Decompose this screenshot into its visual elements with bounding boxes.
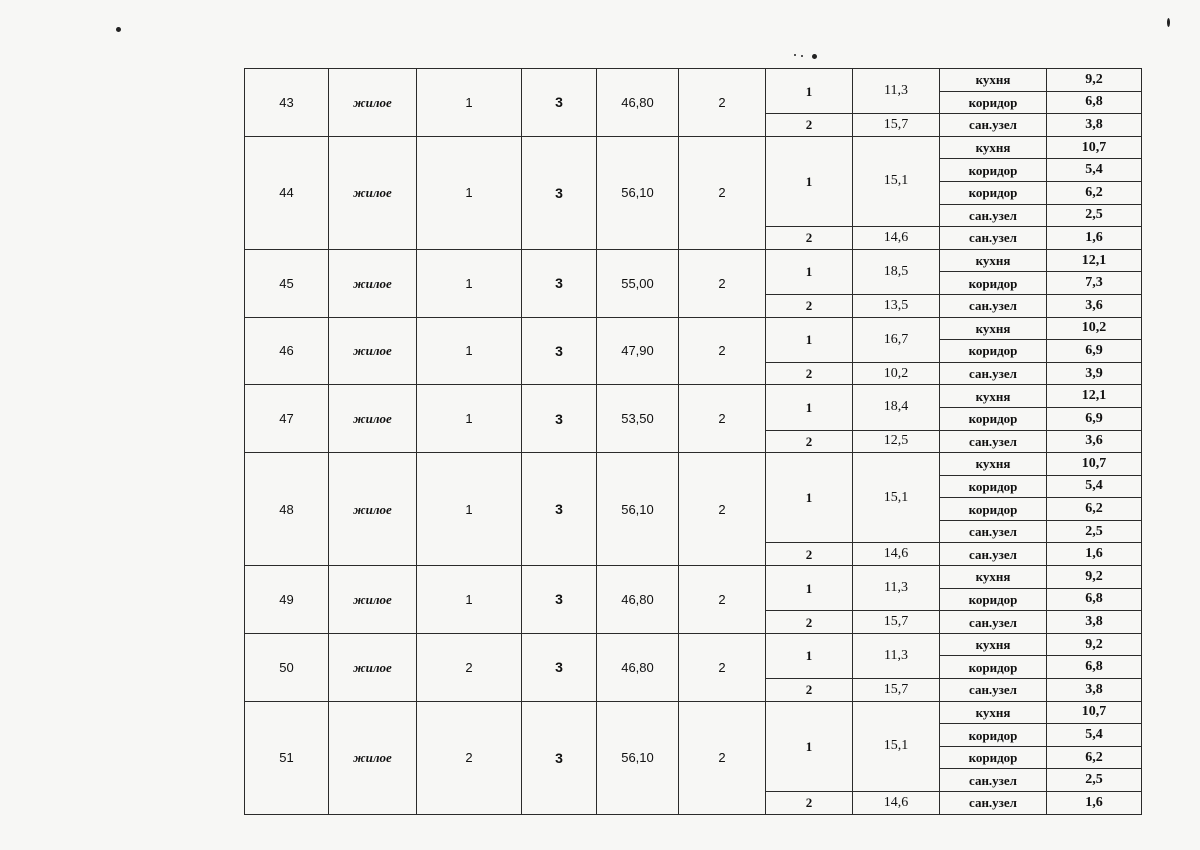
floor-number: 1 — [417, 136, 522, 249]
utility-room-area: 3,6 — [1047, 430, 1142, 453]
apartment-number: 44 — [245, 136, 329, 249]
utility-room-name: сан.узел — [940, 520, 1047, 543]
room-number: 2 — [766, 114, 853, 137]
utility-room-area: 6,8 — [1047, 656, 1142, 679]
utility-room-name: коридор — [940, 588, 1047, 611]
utility-room-area: 6,2 — [1047, 746, 1142, 769]
utility-room-area: 2,5 — [1047, 769, 1142, 792]
section-number: 3 — [522, 633, 597, 701]
apartment-number: 50 — [245, 633, 329, 701]
total-area: 56,10 — [597, 453, 679, 566]
utility-room-name: сан.узел — [940, 611, 1047, 634]
utility-room-name: кухня — [940, 69, 1047, 92]
utility-room-area: 6,9 — [1047, 407, 1142, 430]
apartment-number: 43 — [245, 69, 329, 137]
room-number: 1 — [766, 566, 853, 611]
room-area: 14,6 — [853, 543, 940, 566]
utility-room-name: коридор — [940, 746, 1047, 769]
utility-room-area: 12,1 — [1047, 249, 1142, 272]
utility-room-area: 10,7 — [1047, 453, 1142, 476]
utility-room-area: 3,6 — [1047, 294, 1142, 317]
scan-speck — [116, 27, 121, 32]
utility-room-name: коридор — [940, 656, 1047, 679]
room-number: 1 — [766, 385, 853, 430]
room-area: 14,6 — [853, 792, 940, 815]
utility-room-area: 6,8 — [1047, 91, 1142, 114]
room-number: 1 — [766, 453, 853, 543]
utility-room-area: 2,5 — [1047, 204, 1142, 227]
room-area: 14,6 — [853, 227, 940, 250]
utility-room-area: 9,2 — [1047, 566, 1142, 589]
utility-room-area: 1,6 — [1047, 543, 1142, 566]
premises-type: жилое — [329, 633, 417, 701]
utility-room-name: коридор — [940, 340, 1047, 363]
room-number: 2 — [766, 611, 853, 634]
rooms-count: 2 — [679, 69, 766, 137]
apartment-number: 47 — [245, 385, 329, 453]
total-area: 46,80 — [597, 566, 679, 634]
utility-room-area: 5,4 — [1047, 724, 1142, 747]
utility-room-area: 3,9 — [1047, 362, 1142, 385]
room-number: 1 — [766, 317, 853, 362]
scan-speck — [812, 54, 817, 59]
rooms-count: 2 — [679, 633, 766, 701]
rooms-count: 2 — [679, 701, 766, 814]
floor-number: 2 — [417, 633, 522, 701]
utility-room-name: кухня — [940, 317, 1047, 340]
premises-type: жилое — [329, 385, 417, 453]
utility-room-area: 5,4 — [1047, 475, 1142, 498]
room-area: 15,7 — [853, 611, 940, 634]
floor-number: 1 — [417, 249, 522, 317]
utility-room-area: 7,3 — [1047, 272, 1142, 295]
utility-room-name: кухня — [940, 453, 1047, 476]
section-number: 3 — [522, 453, 597, 566]
room-area: 13,5 — [853, 294, 940, 317]
scan-speck — [801, 55, 803, 57]
utility-room-name: кухня — [940, 701, 1047, 724]
room-number: 2 — [766, 792, 853, 815]
room-number: 1 — [766, 633, 853, 678]
total-area: 56,10 — [597, 136, 679, 249]
utility-room-area: 3,8 — [1047, 611, 1142, 634]
table-row — [245, 69, 1142, 92]
utility-room-area: 3,8 — [1047, 679, 1142, 702]
total-area: 46,80 — [597, 69, 679, 137]
apartment-number: 49 — [245, 566, 329, 634]
premises-type: жилое — [329, 701, 417, 814]
total-area: 53,50 — [597, 385, 679, 453]
utility-room-name: кухня — [940, 136, 1047, 159]
scan-speck — [1167, 18, 1170, 27]
table-row — [245, 633, 1142, 656]
utility-room-name: коридор — [940, 475, 1047, 498]
utility-room-area: 10,2 — [1047, 317, 1142, 340]
utility-room-name: кухня — [940, 633, 1047, 656]
table-row — [245, 317, 1142, 340]
utility-room-area: 3,8 — [1047, 114, 1142, 137]
utility-room-name: сан.узел — [940, 227, 1047, 250]
utility-room-name: сан.узел — [940, 543, 1047, 566]
utility-room-name: кухня — [940, 385, 1047, 408]
section-number: 3 — [522, 69, 597, 137]
utility-room-name: кухня — [940, 249, 1047, 272]
utility-room-name: коридор — [940, 724, 1047, 747]
section-number: 3 — [522, 701, 597, 814]
rooms-count: 2 — [679, 385, 766, 453]
premises-type: жилое — [329, 317, 417, 385]
utility-room-area: 1,6 — [1047, 227, 1142, 250]
utility-room-name: сан.узел — [940, 430, 1047, 453]
utility-room-area: 6,2 — [1047, 181, 1142, 204]
room-number: 1 — [766, 69, 853, 114]
utility-room-name: коридор — [940, 91, 1047, 114]
apartment-number: 46 — [245, 317, 329, 385]
room-area: 15,7 — [853, 114, 940, 137]
room-area: 18,5 — [853, 249, 940, 294]
total-area: 55,00 — [597, 249, 679, 317]
room-area: 15,7 — [853, 679, 940, 702]
apartment-number: 48 — [245, 453, 329, 566]
utility-room-name: сан.узел — [940, 114, 1047, 137]
table-row — [245, 136, 1142, 159]
room-area: 16,7 — [853, 317, 940, 362]
rooms-count: 2 — [679, 249, 766, 317]
section-number: 3 — [522, 566, 597, 634]
utility-room-name: сан.узел — [940, 294, 1047, 317]
total-area: 56,10 — [597, 701, 679, 814]
premises-type: жилое — [329, 566, 417, 634]
section-number: 3 — [522, 385, 597, 453]
room-area: 15,1 — [853, 136, 940, 226]
room-number: 2 — [766, 543, 853, 566]
table-row — [245, 249, 1142, 272]
rooms-count: 2 — [679, 136, 766, 249]
table-row — [245, 701, 1142, 724]
section-number: 3 — [522, 317, 597, 385]
section-number: 3 — [522, 249, 597, 317]
apartment-number: 45 — [245, 249, 329, 317]
utility-room-name: коридор — [940, 498, 1047, 521]
apartment-number: 51 — [245, 701, 329, 814]
room-area: 18,4 — [853, 385, 940, 430]
room-area: 11,3 — [853, 69, 940, 114]
premises-type: жилое — [329, 453, 417, 566]
apartment-table — [244, 68, 1142, 815]
section-number: 3 — [522, 136, 597, 249]
utility-room-name: сан.узел — [940, 679, 1047, 702]
utility-room-area: 10,7 — [1047, 701, 1142, 724]
utility-room-area: 6,8 — [1047, 588, 1142, 611]
floor-number: 1 — [417, 317, 522, 385]
table-row — [245, 566, 1142, 589]
utility-room-area: 10,7 — [1047, 136, 1142, 159]
premises-type: жилое — [329, 69, 417, 137]
rooms-count: 2 — [679, 453, 766, 566]
table-row — [245, 453, 1142, 476]
room-number: 1 — [766, 249, 853, 294]
room-area: 15,1 — [853, 701, 940, 791]
utility-room-area: 5,4 — [1047, 159, 1142, 182]
room-number: 2 — [766, 362, 853, 385]
utility-room-name: сан.узел — [940, 792, 1047, 815]
total-area: 47,90 — [597, 317, 679, 385]
utility-room-name: коридор — [940, 159, 1047, 182]
utility-room-area: 12,1 — [1047, 385, 1142, 408]
room-number: 2 — [766, 679, 853, 702]
room-area: 15,1 — [853, 453, 940, 543]
utility-room-name: коридор — [940, 407, 1047, 430]
floor-number: 2 — [417, 701, 522, 814]
utility-room-area: 6,9 — [1047, 340, 1142, 363]
utility-room-name: коридор — [940, 272, 1047, 295]
room-area: 11,3 — [853, 566, 940, 611]
room-area: 11,3 — [853, 633, 940, 678]
room-number: 1 — [766, 701, 853, 791]
utility-room-name: кухня — [940, 566, 1047, 589]
room-number: 2 — [766, 294, 853, 317]
table-row — [245, 385, 1142, 408]
utility-room-name: сан.узел — [940, 769, 1047, 792]
floor-number: 1 — [417, 566, 522, 634]
floor-number: 1 — [417, 453, 522, 566]
utility-room-area: 2,5 — [1047, 520, 1142, 543]
utility-room-area: 1,6 — [1047, 792, 1142, 815]
room-number: 2 — [766, 227, 853, 250]
total-area: 46,80 — [597, 633, 679, 701]
utility-room-area: 6,2 — [1047, 498, 1142, 521]
floor-number: 1 — [417, 69, 522, 137]
room-number: 2 — [766, 430, 853, 453]
utility-room-area: 9,2 — [1047, 633, 1142, 656]
room-number: 1 — [766, 136, 853, 226]
utility-room-area: 9,2 — [1047, 69, 1142, 92]
floor-number: 1 — [417, 385, 522, 453]
utility-room-name: сан.узел — [940, 204, 1047, 227]
utility-room-name: сан.узел — [940, 362, 1047, 385]
utility-room-name: коридор — [940, 181, 1047, 204]
premises-type: жилое — [329, 249, 417, 317]
premises-type: жилое — [329, 136, 417, 249]
rooms-count: 2 — [679, 317, 766, 385]
room-area: 12,5 — [853, 430, 940, 453]
room-area: 10,2 — [853, 362, 940, 385]
scan-speck — [794, 54, 796, 56]
rooms-count: 2 — [679, 566, 766, 634]
